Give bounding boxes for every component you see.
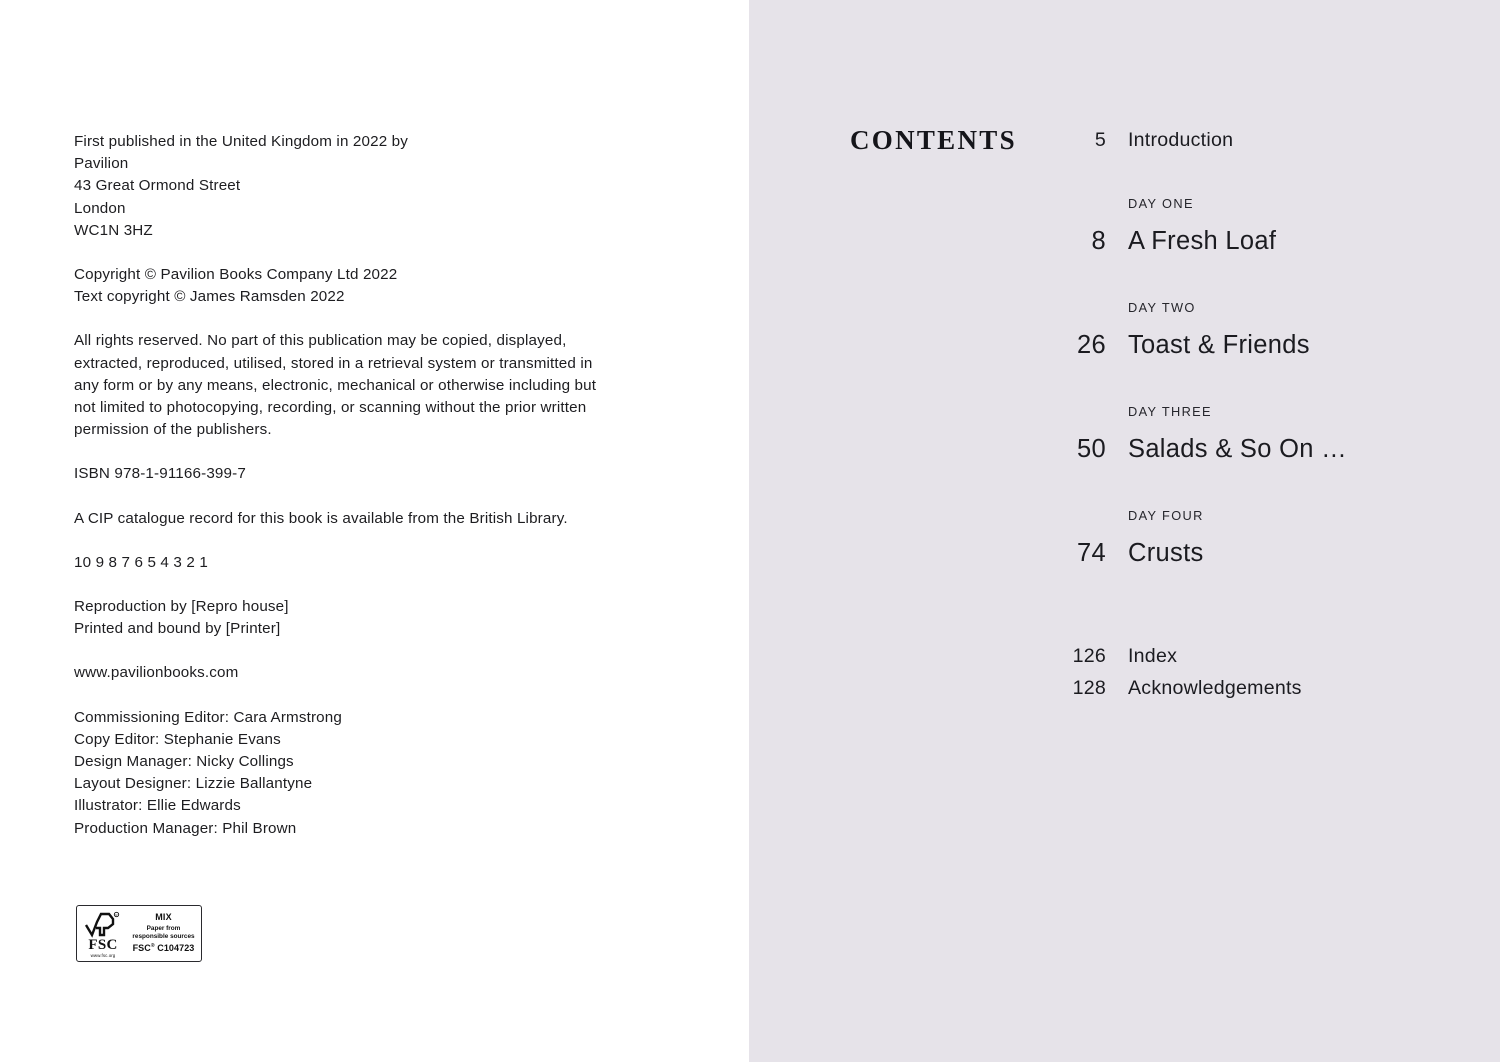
toc-entry-back-matter[interactable]: [1049, 644, 1469, 668]
imprint-line: Illustrator: Ellie Edwards: [74, 797, 241, 815]
toc-page-number: 8: [1091, 227, 1106, 255]
toc-day-group: [1049, 510, 1469, 568]
toc-entry-title: Index: [1128, 645, 1178, 667]
fsc-code-number: C104723: [157, 942, 195, 953]
fsc-description-line-2: responsible sources: [132, 932, 195, 940]
imprint-line: Reproduction by [Repro house]: [74, 598, 289, 616]
toc-entry-title: Acknowledgements: [1128, 677, 1302, 699]
toc-day-label: DAY TWO: [1128, 300, 1196, 315]
fsc-tree-checkmark-icon: [83, 911, 123, 939]
imprint-paragraph: [74, 264, 674, 308]
toc-entry-title: Crusts: [1128, 539, 1204, 567]
contents-heading: CONTENTS: [850, 125, 1017, 155]
fsc-code: [133, 944, 195, 954]
imprint-line: Production Manager: Phil Brown: [74, 819, 297, 837]
imprint-line: 43 Great Ormond Street: [74, 177, 241, 195]
imprint-line: A CIP catalogue record for this book is available from the British Library.: [74, 509, 568, 527]
imprint-line: First published in the United Kingdom in 2022 by: [74, 133, 409, 150]
toc-entry-title: Introduction: [1128, 129, 1234, 151]
fsc-url: www.fsc.org: [90, 953, 116, 959]
imprint-paragraph: [74, 330, 674, 441]
toc-entry-title: Toast & Friends: [1128, 331, 1310, 359]
fsc-mix-label: MIX: [155, 911, 172, 922]
imprint-line: permission of the publishers.: [74, 421, 272, 439]
toc-entry-chapter[interactable]: [1049, 434, 1469, 464]
imprint-line: Copy Editor: Stephanie Evans: [74, 730, 281, 748]
imprint-paragraph: [74, 552, 674, 574]
toc-day-label-row: [1049, 406, 1469, 424]
imprint-line: Text copyright © James Ramsden 2022: [74, 288, 345, 306]
imprint-paragraph: [74, 508, 674, 530]
toc-day-label-row: [1049, 510, 1469, 528]
imprint-line: Pavilion: [74, 155, 129, 173]
toc-group-back-matter: [1049, 644, 1469, 700]
toc-entry-chapter[interactable]: [1049, 538, 1469, 568]
fsc-abbreviation: FSC: [88, 936, 118, 953]
imprint-line: any form or by any means, electronic, mechanical or otherwise including but: [74, 376, 597, 394]
toc-page-number: 126: [1072, 645, 1106, 667]
toc-day-label: DAY ONE: [1128, 196, 1194, 211]
imprint-line: London: [74, 199, 126, 217]
imprint-paragraph: [74, 707, 674, 840]
toc-entry-chapter[interactable]: [1049, 226, 1469, 256]
toc-page-number: 128: [1072, 677, 1106, 699]
imprint-line: www.pavilionbooks.com: [74, 664, 239, 682]
toc-page-number: 5: [1094, 129, 1106, 151]
toc-day-label: DAY THREE: [1128, 404, 1212, 419]
imprint-paragraph: [74, 463, 674, 485]
fsc-certification-logo: [76, 905, 202, 962]
fsc-code-prefix: FSC: [132, 942, 151, 953]
toc-day-group: [1049, 198, 1469, 256]
toc-page-number: 26: [1077, 331, 1106, 359]
toc-day-label: DAY FOUR: [1128, 508, 1204, 523]
fsc-text-block: [129, 906, 201, 961]
toc-entry-chapter[interactable]: [1049, 330, 1469, 360]
toc-page-number: 50: [1077, 435, 1106, 463]
imprint-paragraph: [74, 596, 674, 640]
imprint-line: extracted, reproduced, utilised, stored in a retrieval system or transmitted in: [74, 354, 593, 372]
toc-entry-title: Salads & So On …: [1128, 435, 1347, 463]
imprint-line: All rights reserved. No part of this publication may be copied, displayed,: [74, 332, 567, 350]
toc-group-introduction: [1049, 128, 1469, 152]
fsc-description: [132, 925, 194, 941]
imprint-paragraph: [74, 662, 674, 684]
table-of-contents: [1049, 128, 1469, 700]
toc-page-number: 74: [1077, 539, 1106, 567]
imprint-paragraph: [74, 131, 674, 242]
imprint-line: ISBN 978-1-91166-399-7: [74, 465, 246, 483]
imprint-line: Design Manager: Nicky Collings: [74, 753, 294, 771]
copyright-page: [0, 0, 749, 1062]
toc-day-label-row: [1049, 198, 1469, 216]
toc-day-label-row: [1049, 302, 1469, 320]
toc-day-group: [1049, 406, 1469, 464]
fsc-mark: [77, 906, 129, 961]
toc-day-groups: [1049, 198, 1469, 568]
fsc-registered-mark: ®: [150, 942, 155, 949]
toc-entry-back-matter[interactable]: [1049, 676, 1469, 700]
imprint-line: Layout Designer: Lizzie Ballantyne: [74, 775, 313, 793]
toc-entry-introduction[interactable]: [1049, 128, 1469, 152]
svg-text:R: R: [115, 912, 118, 917]
imprint-line: 10 9 8 7 6 5 4 3 2 1: [74, 553, 208, 571]
imprint-line: WC1N 3HZ: [74, 221, 153, 239]
toc-day-group: [1049, 302, 1469, 360]
contents-page: [749, 0, 1500, 1062]
imprint-line: Commissioning Editor: Cara Armstrong: [74, 708, 342, 726]
imprint-line: not limited to photocopying, recording, or scanning without the prior written: [74, 399, 587, 417]
imprint-text-block: [74, 131, 674, 840]
imprint-line: Copyright © Pavilion Books Company Ltd 2022: [74, 266, 398, 284]
toc-entry-title: A Fresh Loaf: [1128, 227, 1277, 255]
fsc-description-line-1: Paper from: [146, 924, 181, 932]
imprint-line: Printed and bound by [Printer]: [74, 620, 281, 638]
